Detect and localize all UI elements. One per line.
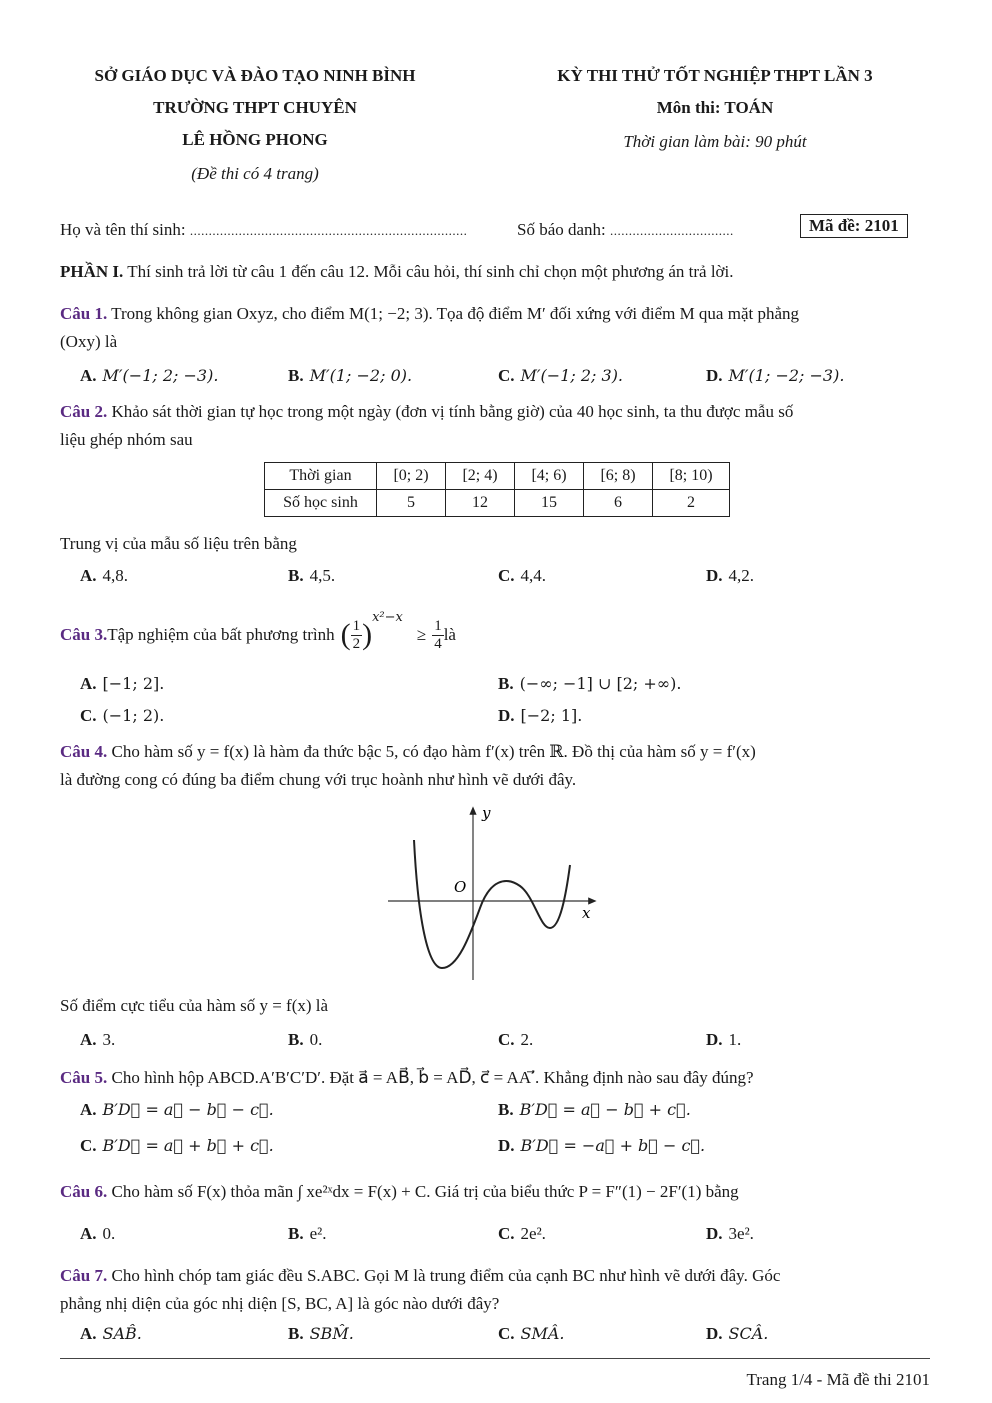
- q3-base-num: 1: [352, 617, 361, 634]
- q6-stem: [60, 1182, 739, 1202]
- right-paren: ): [362, 618, 373, 651]
- origin-label: O: [454, 878, 467, 896]
- q1-stem-line2: (Oxy) là: [60, 332, 118, 351]
- q5-option-c[interactable]: C. B′D⃗ = a⃗ + b⃗ + c⃗.: [80, 1136, 274, 1155]
- page-footer: Trang 1/4 - Mã đề thi 2101: [746, 1370, 930, 1389]
- q7-option-b-text: SBM̂.: [309, 1324, 354, 1343]
- q4-option-b-text: 0.: [309, 1030, 323, 1049]
- q6-option-d[interactable]: D. 3e².: [706, 1224, 754, 1243]
- q7-text1: Cho hình chóp tam giác đều S.ABC. Gọi M là trung điểm của cạnh BC như hình vẽ dưới đây. Góc: [107, 1266, 781, 1285]
- q2-stem-line1: [60, 402, 793, 422]
- q5-text: Cho hình hộp ABCD.A′B′C′D′. Đặt a⃗ = AB⃗, b⃗ = AD⃗, c⃗ = AA′⃗. Khẳng định nào sau đây đúng?: [107, 1068, 754, 1087]
- q3-option-a-text: [−1; 2].: [102, 674, 165, 693]
- q6-option-d-text: 3e².: [728, 1224, 754, 1243]
- q1-label: Câu 1.: [60, 304, 108, 323]
- q4-option-d-text: 1.: [728, 1030, 742, 1049]
- q7-option-a-text: SAB̂.: [102, 1324, 142, 1343]
- candidate-name-dots: ..........................................................................: [189, 223, 468, 238]
- q1-stem-line1: [60, 304, 799, 324]
- q7-option-a[interactable]: A. SAB̂.: [80, 1324, 142, 1343]
- q1-option-d-text: M′(1; −2; −3).: [728, 366, 845, 385]
- q7-option-c-text: SMÂ.: [520, 1324, 565, 1343]
- q4-option-a[interactable]: A. 3.: [80, 1030, 116, 1049]
- candidate-name-field: [60, 220, 467, 240]
- q3-rhs-den: 4: [434, 635, 442, 652]
- q2-option-d[interactable]: D. 4,2.: [706, 566, 755, 585]
- q3-option-b-text: (−∞; −1] ∪ [2; +∞).: [519, 674, 682, 693]
- q3-stem: [60, 609, 456, 658]
- q5-option-d[interactable]: D. B′D⃗ = −a⃗ + b⃗ − c⃗.: [498, 1136, 706, 1155]
- q7-stem-line1: [60, 1266, 780, 1286]
- school-name-line1: TRƯỜNG THPT CHUYÊN: [153, 98, 357, 117]
- q7-label: Câu 7.: [60, 1266, 108, 1285]
- q3-tail: là: [443, 625, 456, 644]
- q3-base-den: 2: [352, 635, 361, 652]
- q2-option-c-text: 4,4.: [520, 566, 547, 585]
- q6-option-c[interactable]: C. 2e².: [498, 1224, 546, 1243]
- q7-option-c[interactable]: C. SMÂ.: [498, 1324, 565, 1343]
- q2-stem-line2: liệu ghép nhóm sau: [60, 430, 193, 449]
- q4-option-d[interactable]: D. 1.: [706, 1030, 742, 1049]
- q3-label: Câu 3.: [60, 625, 108, 644]
- q2-option-b[interactable]: B. 4,5.: [288, 566, 336, 585]
- candidate-id-field: [517, 220, 734, 240]
- table-cell: 6: [584, 490, 653, 517]
- table-cell: 15: [515, 490, 584, 517]
- table-cell: [4; 6): [515, 463, 584, 490]
- y-axis-label: y: [482, 804, 491, 822]
- q4-stem-line2: là đường cong có đúng ba điểm chung với trục hoành như hình vẽ dưới đây.: [60, 770, 577, 789]
- table-row: [265, 490, 730, 517]
- part1-text: Thí sinh trả lời từ câu 1 đến câu 12. Mỗi câu hỏi, thí sinh chỉ chọn một phương án trả lời.: [123, 262, 734, 281]
- q3-option-d[interactable]: D. [−2; 1].: [498, 706, 583, 725]
- q3-base-fraction: [351, 618, 363, 653]
- table-cell: [6; 8): [584, 463, 653, 490]
- q3-exponent: x²−x: [372, 609, 403, 625]
- q1-option-a-text: M′(−1; 2; −3).: [102, 366, 219, 385]
- candidate-id-dots: .................................: [610, 223, 734, 238]
- q1-option-b-text: M′(1; −2; 0).: [309, 366, 413, 385]
- q2-text1: Khảo sát thời gian tự học trong một ngày (đơn vị tính bằng giờ) của 40 học sinh, ta thu được mẫu số: [107, 402, 794, 421]
- table-cell: [2; 4): [446, 463, 515, 490]
- q4-option-b[interactable]: B. 0.: [288, 1030, 323, 1049]
- q3-option-a[interactable]: A. [−1; 2].: [80, 674, 165, 693]
- q4-derivative-graph: [388, 800, 608, 985]
- table-cell: Thời gian: [265, 463, 377, 490]
- department-name: SỞ GIÁO DỤC VÀ ĐÀO TẠO NINH BÌNH: [94, 66, 416, 85]
- exam-code-badge: Mã đề: 2101: [800, 214, 908, 238]
- q1-text1: Trong không gian Oxyz, cho điểm M(1; −2; 3). Tọa độ điểm M′ đối xứng với điểm M qua mặt phẳng: [107, 304, 800, 323]
- q4-stem-line1: [60, 742, 756, 762]
- q2-frequency-table: [264, 462, 730, 517]
- q7-option-d-text: SCÂ.: [728, 1324, 769, 1343]
- q2-option-b-text: 4,5.: [309, 566, 336, 585]
- q3-option-c[interactable]: C. (−1; 2).: [80, 706, 165, 725]
- q6-option-a-text: 0.: [102, 1224, 116, 1243]
- q4-label: Câu 4.: [60, 742, 108, 761]
- q3-rhs-num: 1: [434, 617, 442, 634]
- q5-option-b[interactable]: B. B′D⃗ = a⃗ − b⃗ + c⃗.: [498, 1100, 691, 1119]
- q2-option-c[interactable]: C. 4,4.: [498, 566, 547, 585]
- table-cell: 12: [446, 490, 515, 517]
- q6-label: Câu 6.: [60, 1182, 108, 1201]
- q7-option-b[interactable]: B. SBM̂.: [288, 1324, 354, 1343]
- q5-option-c-text: B′D⃗ = a⃗ + b⃗ + c⃗.: [102, 1136, 274, 1155]
- q5-stem: [60, 1068, 754, 1088]
- table-cell: [8; 10): [653, 463, 730, 490]
- part1-instruction: [60, 262, 734, 282]
- q5-option-a-text: B′D⃗ = a⃗ − b⃗ − c⃗.: [102, 1100, 274, 1119]
- x-axis-label: x: [582, 904, 591, 922]
- q5-option-b-text: B′D⃗ = a⃗ − b⃗ + c⃗.: [519, 1100, 691, 1119]
- q4-option-c-text: 2.: [520, 1030, 534, 1049]
- q2-question: Trung vị của mẫu số liệu trên bằng: [60, 534, 297, 553]
- q6-option-a[interactable]: A. 0.: [80, 1224, 116, 1243]
- q7-option-d[interactable]: D. SCÂ.: [706, 1324, 769, 1343]
- candidate-id-label: Số báo danh:: [517, 220, 611, 239]
- q5-option-a[interactable]: A. B′D⃗ = a⃗ − b⃗ − c⃗.: [80, 1100, 274, 1119]
- q1-option-c-text: M′(−1; 2; 3).: [520, 366, 624, 385]
- q3-option-d-text: [−2; 1].: [520, 706, 583, 725]
- table-cell: Số học sinh: [265, 490, 377, 517]
- q6-option-c-text: 2e².: [520, 1224, 546, 1243]
- q2-option-a-text: 4,8.: [102, 566, 129, 585]
- q2-option-a[interactable]: A. 4,8.: [80, 566, 129, 585]
- q2-label: Câu 2.: [60, 402, 108, 421]
- footer-divider: [60, 1358, 930, 1359]
- pages-note: (Đề thi có 4 trang): [191, 164, 319, 183]
- q3-geq: ≥: [416, 625, 427, 644]
- part1-label: PHẦN I.: [60, 262, 124, 281]
- table-row: [265, 463, 730, 490]
- table-cell: [0; 2): [377, 463, 446, 490]
- q3-option-c-text: (−1; 2).: [102, 706, 165, 725]
- table-cell: 2: [653, 490, 730, 517]
- q4-option-c[interactable]: C. 2.: [498, 1030, 534, 1049]
- q4-option-a-text: 3.: [102, 1030, 116, 1049]
- table-cell: 5: [377, 490, 446, 517]
- exam-title: KỲ THI THỬ TỐT NGHIỆP THPT LẦN 3: [557, 66, 873, 85]
- q2-option-d-text: 4,2.: [728, 566, 755, 585]
- q6-option-b[interactable]: B. e².: [288, 1224, 327, 1243]
- exam-duration: Thời gian làm bài: 90 phút: [623, 132, 807, 151]
- candidate-name-label: Họ và tên thí sinh:: [60, 220, 190, 239]
- q1-option-c[interactable]: C. M′(−1; 2; 3).: [498, 366, 624, 385]
- q1-option-a[interactable]: A. M′(−1; 2; −3).: [80, 366, 219, 385]
- derivative-curve: [414, 840, 570, 968]
- q6-text: Cho hàm số F(x) thỏa mãn ∫ xe²ˣdx = F(x) + C. Giá trị của biểu thức P = F″(1) − 2F′(1) bằng: [107, 1182, 739, 1201]
- q1-option-b[interactable]: B. M′(1; −2; 0).: [288, 366, 413, 385]
- exam-subject: Môn thi: TOÁN: [656, 98, 774, 117]
- q5-label: Câu 5.: [60, 1068, 108, 1087]
- left-paren: (: [340, 618, 351, 651]
- q6-option-b-text: e².: [309, 1224, 327, 1243]
- q7-stem-line2: phẳng nhị diện của góc nhị diện [S, BC, A] là góc nào dưới đây?: [60, 1294, 500, 1313]
- q3-option-b[interactable]: B. (−∞; −1] ∪ [2; +∞).: [498, 674, 682, 693]
- q4-text1: Cho hàm số y = f(x) là hàm đa thức bậc 5, có đạo hàm f′(x) trên ℝ. Đồ thị của hàm số y = f′(x): [107, 742, 756, 761]
- q5-option-d-text: B′D⃗ = −a⃗ + b⃗ − c⃗.: [520, 1136, 706, 1155]
- q4-question: Số điểm cực tiểu của hàm số y = f(x) là: [60, 996, 329, 1015]
- q1-option-d[interactable]: D. M′(1; −2; −3).: [706, 366, 845, 385]
- q3-rhs-fraction: [432, 618, 444, 653]
- school-name-line2: LÊ HỒNG PHONG: [182, 130, 328, 149]
- q3-text: Tập nghiệm của bất phương trình: [107, 625, 335, 644]
